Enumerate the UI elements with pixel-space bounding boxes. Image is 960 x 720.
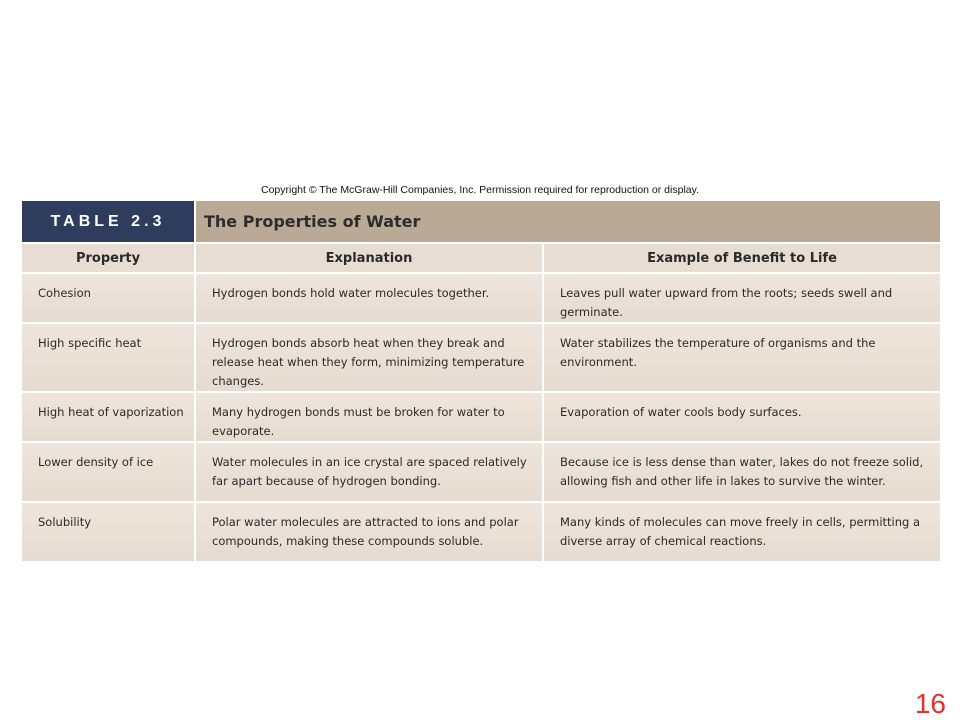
table-row: [22, 323, 940, 392]
cell-explanation: Water molecules in an ice crystal are spaced relatively far apart because of hydrogen bonding.: [195, 442, 543, 502]
cell-property: High heat of vaporization: [22, 392, 195, 442]
cell-example: Water stabilizes the temperature of organisms and the environment.: [543, 323, 940, 392]
cell-explanation: Hydrogen bonds absorb heat when they break and release heat when they form, minimizing temperature changes.: [195, 323, 543, 392]
cell-property: Solubility: [22, 502, 195, 562]
column-header-property: Property: [22, 244, 195, 273]
cell-explanation: Many hydrogen bonds must be broken for water to evaporate.: [195, 392, 543, 442]
header-row: [22, 244, 940, 273]
cell-example: Many kinds of molecules can move freely in cells, permitting a diverse array of chemical reactions.: [543, 502, 940, 562]
table-row: [22, 502, 940, 562]
cell-explanation: Hydrogen bonds hold water molecules together.: [195, 273, 543, 323]
table-row: [22, 392, 940, 442]
cell-example: Because ice is less dense than water, lakes do not freeze solid, allowing fish and other life in lakes to survive the winter.: [543, 442, 940, 502]
cell-example: Leaves pull water upward from the roots; seeds swell and germinate.: [543, 273, 940, 323]
cell-property: High specific heat: [22, 323, 195, 392]
table-row: [22, 442, 940, 502]
data-table: [22, 244, 940, 563]
properties-of-water-table: [22, 201, 940, 563]
cell-example: Evaporation of water cools body surfaces.: [543, 392, 940, 442]
cell-property: Cohesion: [22, 273, 195, 323]
page-number: 16: [914, 688, 946, 719]
cell-explanation: Polar water molecules are attracted to ions and polar compounds, making these compounds soluble.: [195, 502, 543, 562]
cell-property: Lower density of ice: [22, 442, 195, 502]
copyright-notice: Copyright © The McGraw-Hill Companies, Inc. Permission required for reproduction or display.: [260, 184, 700, 196]
table-title: The Properties of Water: [196, 201, 940, 242]
table-title-bar: [22, 201, 940, 242]
column-header-example: Example of Benefit to Life: [543, 244, 940, 273]
column-header-explanation: Explanation: [195, 244, 543, 273]
table-label: TABLE 2.3: [22, 201, 194, 242]
table-row: [22, 273, 940, 323]
